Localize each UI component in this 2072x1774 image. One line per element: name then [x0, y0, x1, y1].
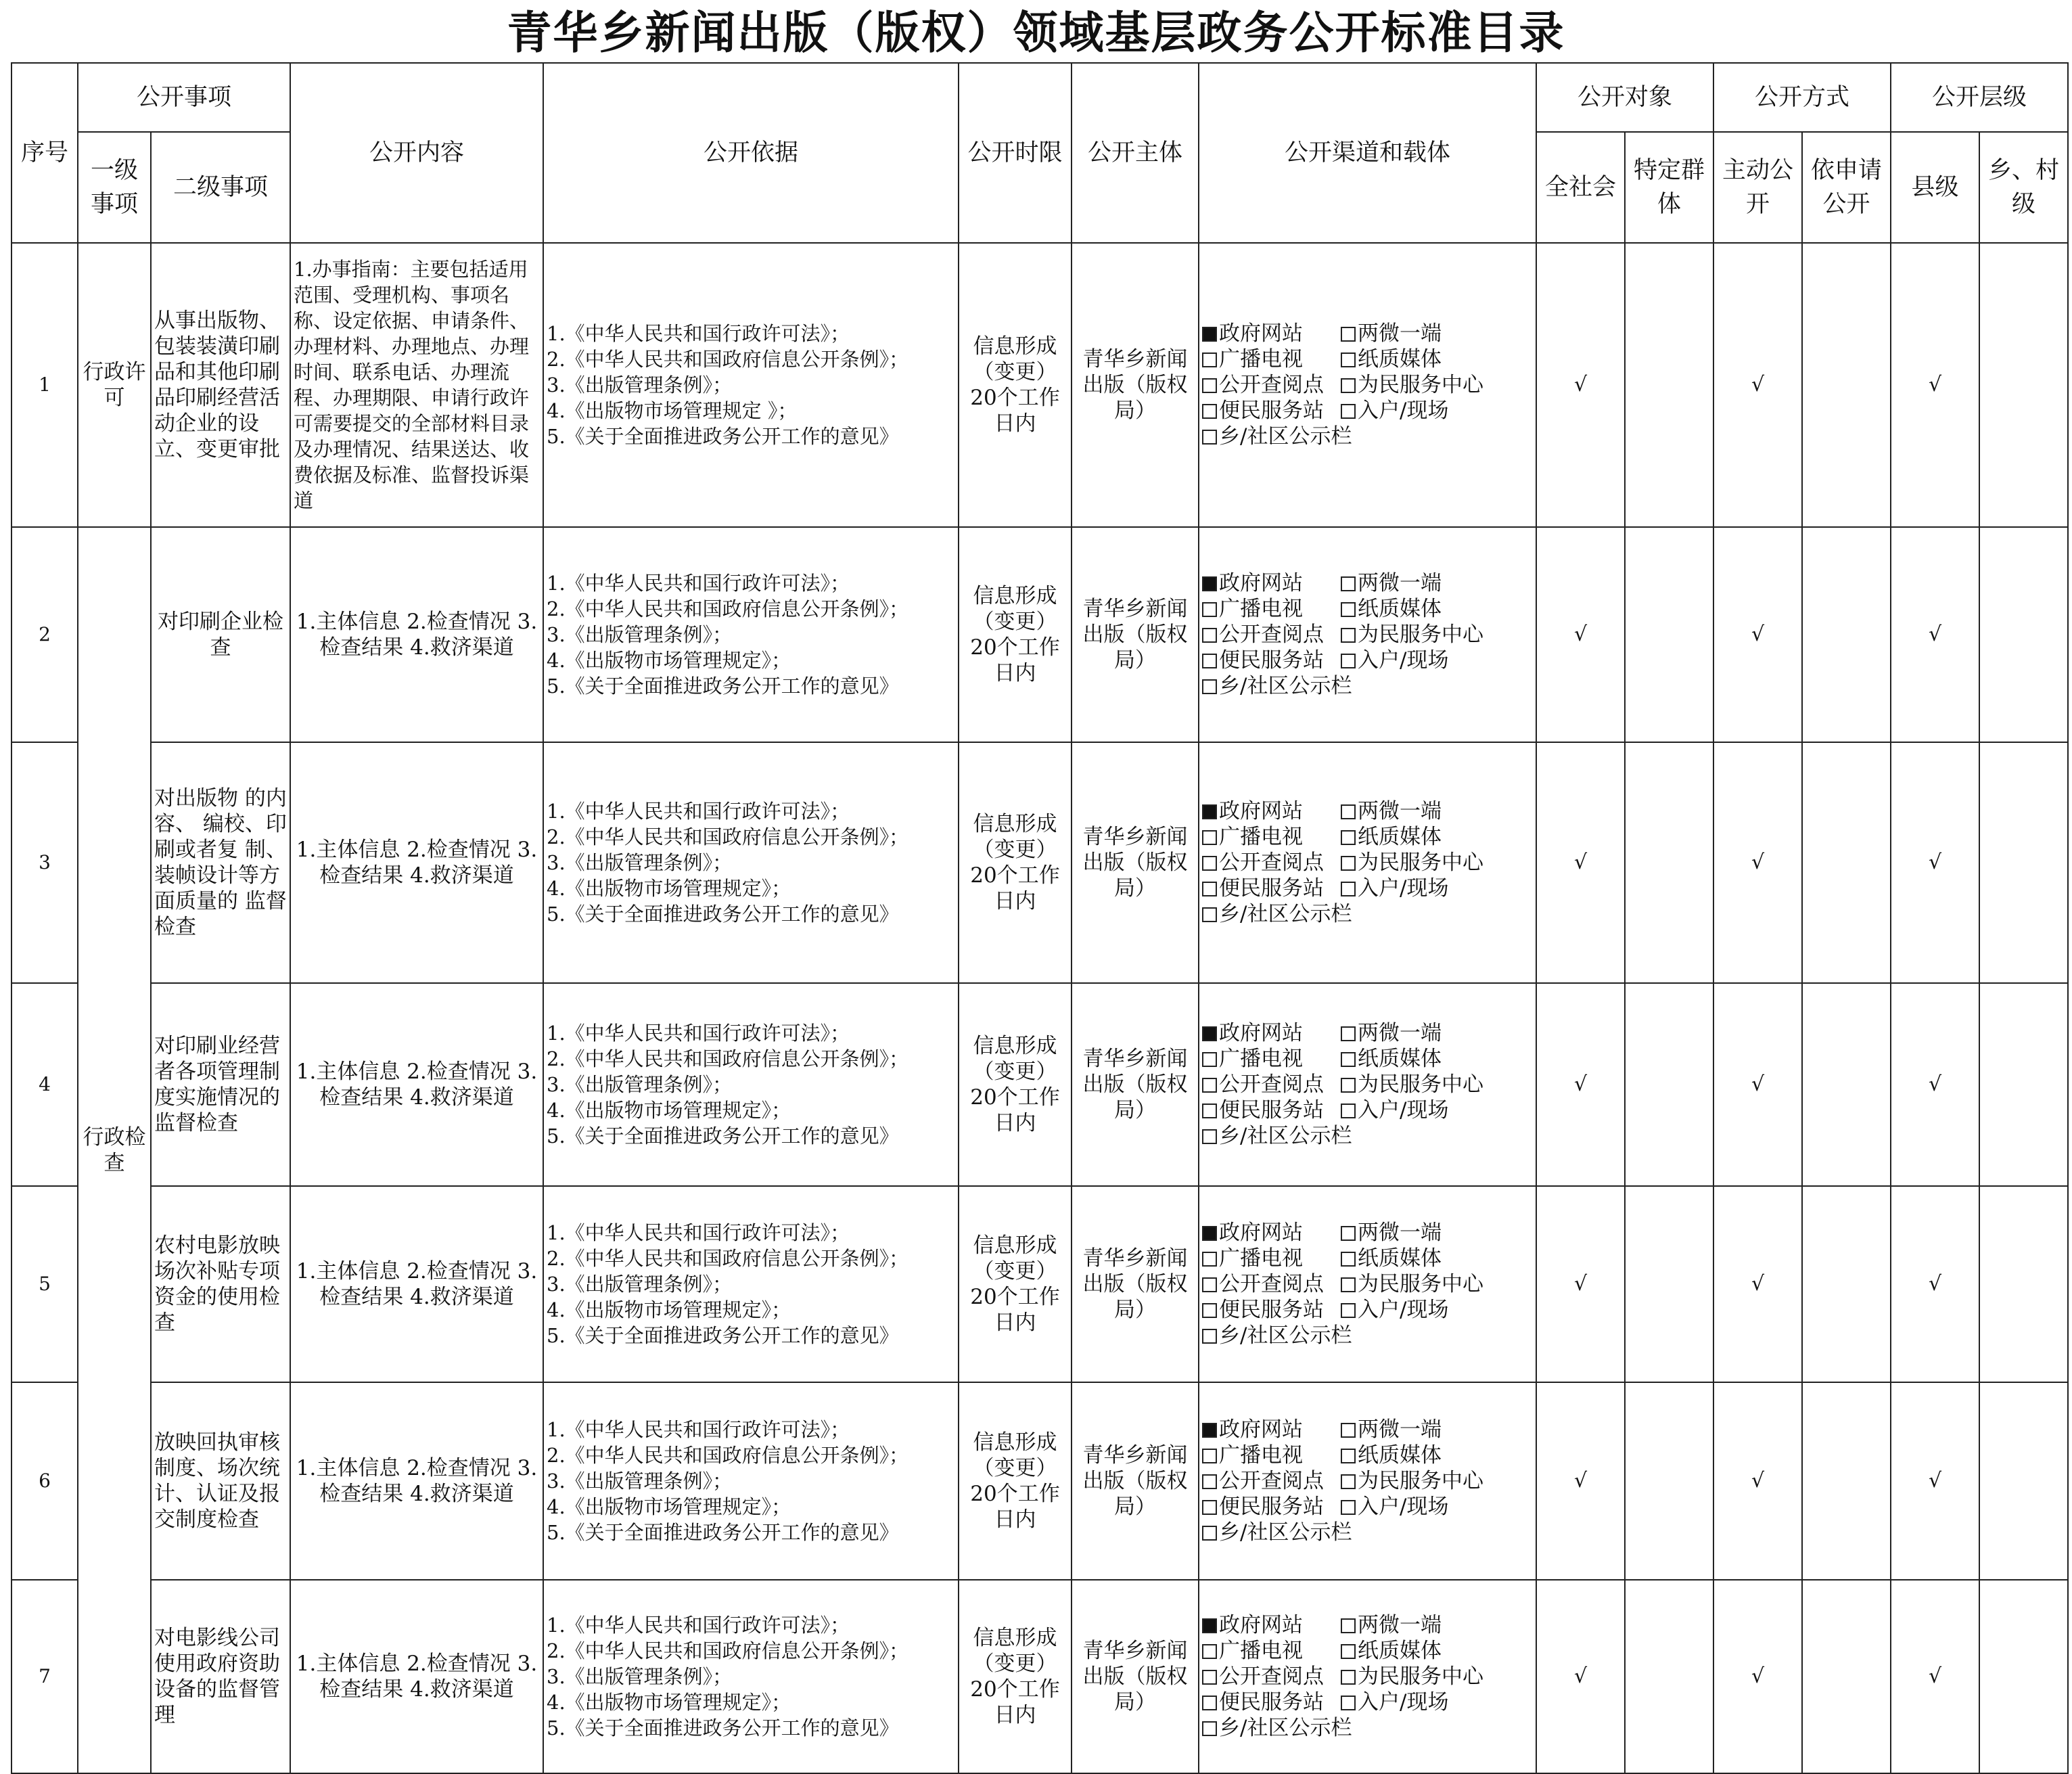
header-level1: 一级事项 — [78, 132, 151, 243]
level2-item: 对印刷企业检查 — [151, 527, 290, 742]
empty-box-icon — [1341, 1449, 1356, 1463]
header-items-group: 公开事项 — [78, 63, 290, 132]
subject-cell: 青华乡新闻出版（版权局） — [1072, 742, 1199, 983]
level2-item: 放映回执审核制度、场次统计、认证及报交制度检查 — [151, 1382, 290, 1580]
channel-option: 乡/社区公示栏 — [1202, 424, 1341, 449]
channel-option: 政府网站 — [1202, 321, 1341, 346]
empty-box-icon — [1341, 1277, 1356, 1292]
empty-box-icon — [1341, 404, 1356, 419]
basis-cell: 1.《中华人民共和国行政许可法》； 2.《中华人民共和国政府信息公开条例》； 3.《出版管理条例》； 4.《出版物市场管理规定》； 5.《关于全面推进政务公开工作的意见》 — [543, 527, 959, 742]
table-row — [11, 742, 2068, 983]
header-level2: 二级事项 — [151, 132, 290, 243]
channel-option: 入户/现场 — [1341, 647, 1496, 673]
level-town-mark — [1979, 1186, 2068, 1382]
channel-option: 两微一端 — [1341, 321, 1496, 346]
row-seq: 5 — [11, 1186, 78, 1382]
channel-option: 纸质媒体 — [1341, 1638, 1496, 1664]
empty-box-icon — [1341, 1423, 1356, 1438]
level-county-mark: √ — [1891, 742, 1979, 983]
channel-option: 公开查阅点 — [1202, 1271, 1341, 1297]
mode-active-mark: √ — [1713, 1580, 1802, 1773]
level-county-mark: √ — [1891, 527, 1979, 742]
channel-option: 两微一端 — [1341, 570, 1496, 596]
time-limit-cell: 信息形成（变更）20个工作日内 — [959, 742, 1072, 983]
channel-option: 广播电视 — [1202, 1246, 1341, 1271]
channel-option: 便民服务站 — [1202, 1297, 1341, 1323]
empty-box-icon — [1202, 602, 1217, 617]
channel-option: 公开查阅点 — [1202, 850, 1341, 875]
empty-box-icon — [1341, 352, 1356, 367]
target-specific-mark — [1625, 983, 1713, 1186]
empty-box-icon — [1202, 1129, 1217, 1144]
channel-option: 入户/现场 — [1341, 1689, 1496, 1715]
mode-request-mark — [1802, 1382, 1891, 1580]
channel-option: 两微一端 — [1341, 1020, 1496, 1046]
empty-box-icon — [1202, 1303, 1217, 1318]
level1-item: 行政许可 — [78, 243, 151, 527]
empty-box-icon — [1202, 907, 1217, 922]
channel-option: 为民服务中心 — [1341, 1468, 1496, 1494]
empty-box-icon — [1341, 327, 1356, 342]
header-content: 公开内容 — [290, 63, 543, 243]
mode-request-mark — [1802, 983, 1891, 1186]
channel-option: 便民服务站 — [1202, 875, 1341, 901]
target-specific-mark — [1625, 1186, 1713, 1382]
row-seq: 1 — [11, 243, 78, 527]
empty-box-icon — [1202, 1696, 1217, 1710]
time-limit-cell: 信息形成（变更）20个工作日内 — [959, 527, 1072, 742]
header-level-group: 公开层级 — [1891, 63, 2068, 132]
channel-option: 公开查阅点 — [1202, 372, 1341, 398]
empty-box-icon — [1341, 1226, 1356, 1241]
channels-cell — [1199, 983, 1536, 1186]
channel-option: 便民服务站 — [1202, 1097, 1341, 1123]
channel-option: 政府网站 — [1202, 570, 1341, 596]
mode-active-mark: √ — [1713, 1382, 1802, 1580]
empty-box-icon — [1202, 1052, 1217, 1067]
table-row — [11, 1186, 2068, 1382]
empty-box-icon — [1202, 654, 1217, 668]
channel-option: 为民服务中心 — [1341, 622, 1496, 647]
empty-box-icon — [1202, 404, 1217, 419]
channels-cell — [1199, 527, 1536, 742]
level2-item: 对出版物 的内容、 编校、印 刷或者复 制、装帧设计等方 面质量的 监督检查 — [151, 742, 290, 983]
empty-box-icon — [1202, 1500, 1217, 1515]
mode-active-mark: √ — [1713, 527, 1802, 742]
empty-box-icon — [1341, 856, 1356, 871]
empty-box-icon — [1202, 856, 1217, 871]
empty-box-icon — [1202, 1329, 1217, 1344]
channel-option: 公开查阅点 — [1202, 1664, 1341, 1689]
channel-option: 政府网站 — [1202, 1220, 1341, 1246]
header-channels: 公开渠道和载体 — [1199, 63, 1536, 243]
channel-option: 纸质媒体 — [1341, 1442, 1496, 1468]
content-cell: 1.办事指南：主要包括适用范围、受理机构、事项名称、设定依据、申请条件、办理材料、办理地点、办理时间、联系电话、办理流程、办理期限、申请行政许可需要提交的全部材料目录及办理情况、结果送达、收费依据及标准、监督投诉渠道 — [290, 243, 543, 527]
target-specific-mark — [1625, 243, 1713, 527]
channel-option: 广播电视 — [1202, 824, 1341, 850]
mode-request-mark — [1802, 742, 1891, 983]
content-cell: 1.主体信息 2.检查情况 3.检查结果 4.救济渠道 — [290, 1186, 543, 1382]
mode-active-mark: √ — [1713, 983, 1802, 1186]
mode-request-mark — [1802, 243, 1891, 527]
channel-option: 入户/现场 — [1341, 1297, 1496, 1323]
empty-box-icon — [1202, 830, 1217, 845]
channel-option: 纸质媒体 — [1341, 1246, 1496, 1271]
empty-box-icon — [1341, 1252, 1356, 1267]
mode-active-mark: √ — [1713, 243, 1802, 527]
row-seq: 4 — [11, 983, 78, 1186]
table-row — [11, 527, 2068, 742]
checked-box-icon — [1202, 1423, 1217, 1438]
subject-cell: 青华乡新闻出版（版权局） — [1072, 1580, 1199, 1773]
subject-cell: 青华乡新闻出版（版权局） — [1072, 527, 1199, 742]
table-row — [11, 1580, 2068, 1773]
time-limit-cell: 信息形成（变更）20个工作日内 — [959, 243, 1072, 527]
content-cell: 1.主体信息 2.检查情况 3.检查结果 4.救济渠道 — [290, 1382, 543, 1580]
time-limit-cell: 信息形成（变更）20个工作日内 — [959, 983, 1072, 1186]
target-specific-mark — [1625, 1580, 1713, 1773]
header-mode-request: 依申请公开 — [1802, 132, 1891, 243]
channel-option: 入户/现场 — [1341, 875, 1496, 901]
channel-option: 乡/社区公示栏 — [1202, 1715, 1341, 1741]
empty-box-icon — [1341, 1104, 1356, 1118]
empty-box-icon — [1202, 1526, 1217, 1541]
table-row — [11, 1382, 2068, 1580]
channel-option: 为民服务中心 — [1341, 372, 1496, 398]
target-all-mark: √ — [1536, 243, 1625, 527]
channel-option: 公开查阅点 — [1202, 622, 1341, 647]
channel-option: 公开查阅点 — [1202, 1468, 1341, 1494]
target-all-mark: √ — [1536, 1186, 1625, 1382]
empty-box-icon — [1341, 378, 1356, 393]
time-limit-cell: 信息形成（变更）20个工作日内 — [959, 1580, 1072, 1773]
level2-item: 对印刷业经营者各项管理制度实施情况的监督检查 — [151, 983, 290, 1186]
level1-item: 行政检查 — [78, 527, 151, 1773]
empty-box-icon — [1202, 1449, 1217, 1463]
row-seq: 3 — [11, 742, 78, 983]
channel-option: 入户/现场 — [1341, 1097, 1496, 1123]
empty-box-icon — [1341, 1052, 1356, 1067]
catalog-body — [11, 243, 2068, 1773]
empty-box-icon — [1202, 378, 1217, 393]
empty-box-icon — [1341, 830, 1356, 845]
channel-option: 便民服务站 — [1202, 647, 1341, 673]
target-all-mark: √ — [1536, 1580, 1625, 1773]
mode-active-mark: √ — [1713, 742, 1802, 983]
mode-request-mark — [1802, 1580, 1891, 1773]
channel-option: 两微一端 — [1341, 1612, 1496, 1638]
header-level-town: 乡、村级 — [1979, 132, 2068, 243]
checked-box-icon — [1202, 1226, 1217, 1241]
channel-option: 公开查阅点 — [1202, 1072, 1341, 1097]
level-town-mark — [1979, 243, 2068, 527]
empty-box-icon — [1341, 1500, 1356, 1515]
empty-box-icon — [1202, 628, 1217, 643]
channel-option: 两微一端 — [1341, 798, 1496, 824]
level-county-mark: √ — [1891, 1580, 1979, 1773]
empty-box-icon — [1202, 1670, 1217, 1685]
basis-cell: 1.《中华人民共和国行政许可法》； 2.《中华人民共和国政府信息公开条例》； 3.《出版管理条例》； 4.《出版物市场管理规定》； 5.《关于全面推进政务公开工作的意见》 — [543, 1580, 959, 1773]
row-seq: 7 — [11, 1580, 78, 1773]
mode-request-mark — [1802, 1186, 1891, 1382]
empty-box-icon — [1341, 576, 1356, 591]
level-county-mark: √ — [1891, 1382, 1979, 1580]
channel-option: 两微一端 — [1341, 1417, 1496, 1442]
basis-cell: 1.《中华人民共和国行政许可法》； 2.《中华人民共和国政府信息公开条例》； 3.《出版管理条例》； 4.《出版物市场管理规定》； 5.《关于全面推进政务公开工作的意见》 — [543, 742, 959, 983]
channel-option: 纸质媒体 — [1341, 596, 1496, 622]
row-seq: 2 — [11, 527, 78, 742]
header-basis: 公开依据 — [543, 63, 959, 243]
channels-cell — [1199, 1580, 1536, 1773]
empty-box-icon — [1341, 1474, 1356, 1489]
channel-option: 政府网站 — [1202, 798, 1341, 824]
empty-box-icon — [1341, 1303, 1356, 1318]
header-subject: 公开主体 — [1072, 63, 1199, 243]
level-county-mark: √ — [1891, 983, 1979, 1186]
header-target-all: 全社会 — [1536, 132, 1625, 243]
subject-cell: 青华乡新闻出版（版权局） — [1072, 1186, 1199, 1382]
subject-cell: 青华乡新闻出版（版权局） — [1072, 983, 1199, 1186]
empty-box-icon — [1341, 804, 1356, 819]
channel-option: 广播电视 — [1202, 1442, 1341, 1468]
channel-option: 乡/社区公示栏 — [1202, 1123, 1341, 1149]
target-all-mark: √ — [1536, 983, 1625, 1186]
level-county-mark: √ — [1891, 243, 1979, 527]
catalog-table — [11, 62, 2069, 1774]
empty-box-icon — [1202, 1277, 1217, 1292]
empty-box-icon — [1202, 882, 1217, 896]
checked-box-icon — [1202, 576, 1217, 591]
target-all-mark: √ — [1536, 1382, 1625, 1580]
channel-option: 广播电视 — [1202, 1638, 1341, 1664]
content-cell: 1.主体信息 2.检查情况 3.检查结果 4.救济渠道 — [290, 527, 543, 742]
checked-box-icon — [1202, 327, 1217, 342]
channel-option: 政府网站 — [1202, 1612, 1341, 1638]
channel-option: 乡/社区公示栏 — [1202, 1520, 1341, 1545]
target-specific-mark — [1625, 742, 1713, 983]
channel-option: 两微一端 — [1341, 1220, 1496, 1246]
header-target-group: 公开对象 — [1536, 63, 1713, 132]
channel-option: 入户/现场 — [1341, 1494, 1496, 1520]
level-town-mark — [1979, 742, 2068, 983]
channel-option: 便民服务站 — [1202, 1689, 1341, 1715]
checked-box-icon — [1202, 804, 1217, 819]
table-row — [11, 243, 2068, 527]
mode-active-mark: √ — [1713, 1186, 1802, 1382]
channel-option: 乡/社区公示栏 — [1202, 1323, 1341, 1348]
empty-box-icon — [1202, 1252, 1217, 1267]
channel-option: 乡/社区公示栏 — [1202, 901, 1341, 927]
target-all-mark: √ — [1536, 527, 1625, 742]
channel-option: 为民服务中心 — [1341, 1664, 1496, 1689]
row-seq: 6 — [11, 1382, 78, 1580]
subject-cell: 青华乡新闻出版（版权局） — [1072, 1382, 1199, 1580]
level-town-mark — [1979, 527, 2068, 742]
empty-box-icon — [1202, 1644, 1217, 1659]
empty-box-icon — [1341, 1026, 1356, 1041]
channel-option: 纸质媒体 — [1341, 1046, 1496, 1072]
header-mode-group: 公开方式 — [1713, 63, 1891, 132]
time-limit-cell: 信息形成（变更）20个工作日内 — [959, 1186, 1072, 1382]
channel-option: 广播电视 — [1202, 346, 1341, 372]
channel-option: 为民服务中心 — [1341, 1271, 1496, 1297]
empty-box-icon — [1202, 1721, 1217, 1736]
subject-cell: 青华乡新闻出版（版权局） — [1072, 243, 1199, 527]
level-town-mark — [1979, 983, 2068, 1186]
channel-option: 为民服务中心 — [1341, 1072, 1496, 1097]
checked-box-icon — [1202, 1618, 1217, 1633]
time-limit-cell: 信息形成（变更）20个工作日内 — [959, 1382, 1072, 1580]
level-town-mark — [1979, 1382, 2068, 1580]
channels-cell — [1199, 243, 1536, 527]
level2-item: 从事出版物、包装装潢印刷品和其他印刷品印刷经营活动企业的设立、变更审批 — [151, 243, 290, 527]
channel-option: 为民服务中心 — [1341, 850, 1496, 875]
channels-cell — [1199, 1186, 1536, 1382]
channel-option: 便民服务站 — [1202, 398, 1341, 424]
basis-cell: 1.《中华人民共和国行政许可法》； 2.《中华人民共和国政府信息公开条例》； 3.《出版管理条例》； 4.《出版物市场管理规定 》； 5.《关于全面推进政务公开工作的意见》 — [543, 243, 959, 527]
content-cell: 1.主体信息 2.检查情况 3.检查结果 4.救济渠道 — [290, 1580, 543, 1773]
content-cell: 1.主体信息 2.检查情况 3.检查结果 4.救济渠道 — [290, 983, 543, 1186]
page-title: 青华乡新闻出版（版权）领域基层政务公开标准目录 — [507, 6, 1565, 59]
target-specific-mark — [1625, 1382, 1713, 1580]
channel-option: 广播电视 — [1202, 596, 1341, 622]
channel-option: 广播电视 — [1202, 1046, 1341, 1072]
channel-option: 纸质媒体 — [1341, 824, 1496, 850]
empty-box-icon — [1341, 1078, 1356, 1093]
empty-box-icon — [1202, 352, 1217, 367]
channel-option: 纸质媒体 — [1341, 346, 1496, 372]
checked-box-icon — [1202, 1026, 1217, 1041]
header-time-limit: 公开时限 — [959, 63, 1072, 243]
empty-box-icon — [1202, 679, 1217, 694]
empty-box-icon — [1341, 602, 1356, 617]
level2-item: 农村电影放映场次补贴专项资金的使用检查 — [151, 1186, 290, 1382]
level-town-mark — [1979, 1580, 2068, 1773]
target-all-mark: √ — [1536, 742, 1625, 983]
header-seq: 序号 — [11, 63, 78, 243]
channel-option: 入户/现场 — [1341, 398, 1496, 424]
channels-cell — [1199, 1382, 1536, 1580]
content-cell: 1.主体信息 2.检查情况 3.检查结果 4.救济渠道 — [290, 742, 543, 983]
channel-option: 乡/社区公示栏 — [1202, 673, 1341, 699]
mode-request-mark — [1802, 527, 1891, 742]
empty-box-icon — [1202, 1104, 1217, 1118]
level2-item: 对电影线公司使用政府资助设备的监督管理 — [151, 1580, 290, 1773]
basis-cell: 1.《中华人民共和国行政许可法》； 2.《中华人民共和国政府信息公开条例》； 3.《出版管理条例》； 4.《出版物市场管理规定》； 5.《关于全面推进政务公开工作的意见》 — [543, 1186, 959, 1382]
header-target-specific: 特定群体 — [1625, 132, 1713, 243]
empty-box-icon — [1341, 1696, 1356, 1710]
basis-cell: 1.《中华人民共和国行政许可法》； 2.《中华人民共和国政府信息公开条例》； 3.《出版管理条例》； 4.《出版物市场管理规定》； 5.《关于全面推进政务公开工作的意见》 — [543, 983, 959, 1186]
header-level-county: 县级 — [1891, 132, 1979, 243]
basis-cell: 1.《中华人民共和国行政许可法》； 2.《中华人民共和国政府信息公开条例》； 3.《出版管理条例》； 4.《出版物市场管理规定》； 5.《关于全面推进政务公开工作的意见》 — [543, 1382, 959, 1580]
empty-box-icon — [1341, 654, 1356, 668]
channel-option: 政府网站 — [1202, 1417, 1341, 1442]
target-specific-mark — [1625, 527, 1713, 742]
empty-box-icon — [1341, 628, 1356, 643]
empty-box-icon — [1341, 882, 1356, 896]
channel-option: 政府网站 — [1202, 1020, 1341, 1046]
channels-cell — [1199, 742, 1536, 983]
empty-box-icon — [1202, 1474, 1217, 1489]
table-row — [11, 983, 2068, 1186]
header-mode-active: 主动公开 — [1713, 132, 1802, 243]
empty-box-icon — [1341, 1670, 1356, 1685]
empty-box-icon — [1341, 1618, 1356, 1633]
empty-box-icon — [1202, 1078, 1217, 1093]
channel-option: 便民服务站 — [1202, 1494, 1341, 1520]
empty-box-icon — [1202, 430, 1217, 445]
empty-box-icon — [1341, 1644, 1356, 1659]
level-county-mark: √ — [1891, 1186, 1979, 1382]
